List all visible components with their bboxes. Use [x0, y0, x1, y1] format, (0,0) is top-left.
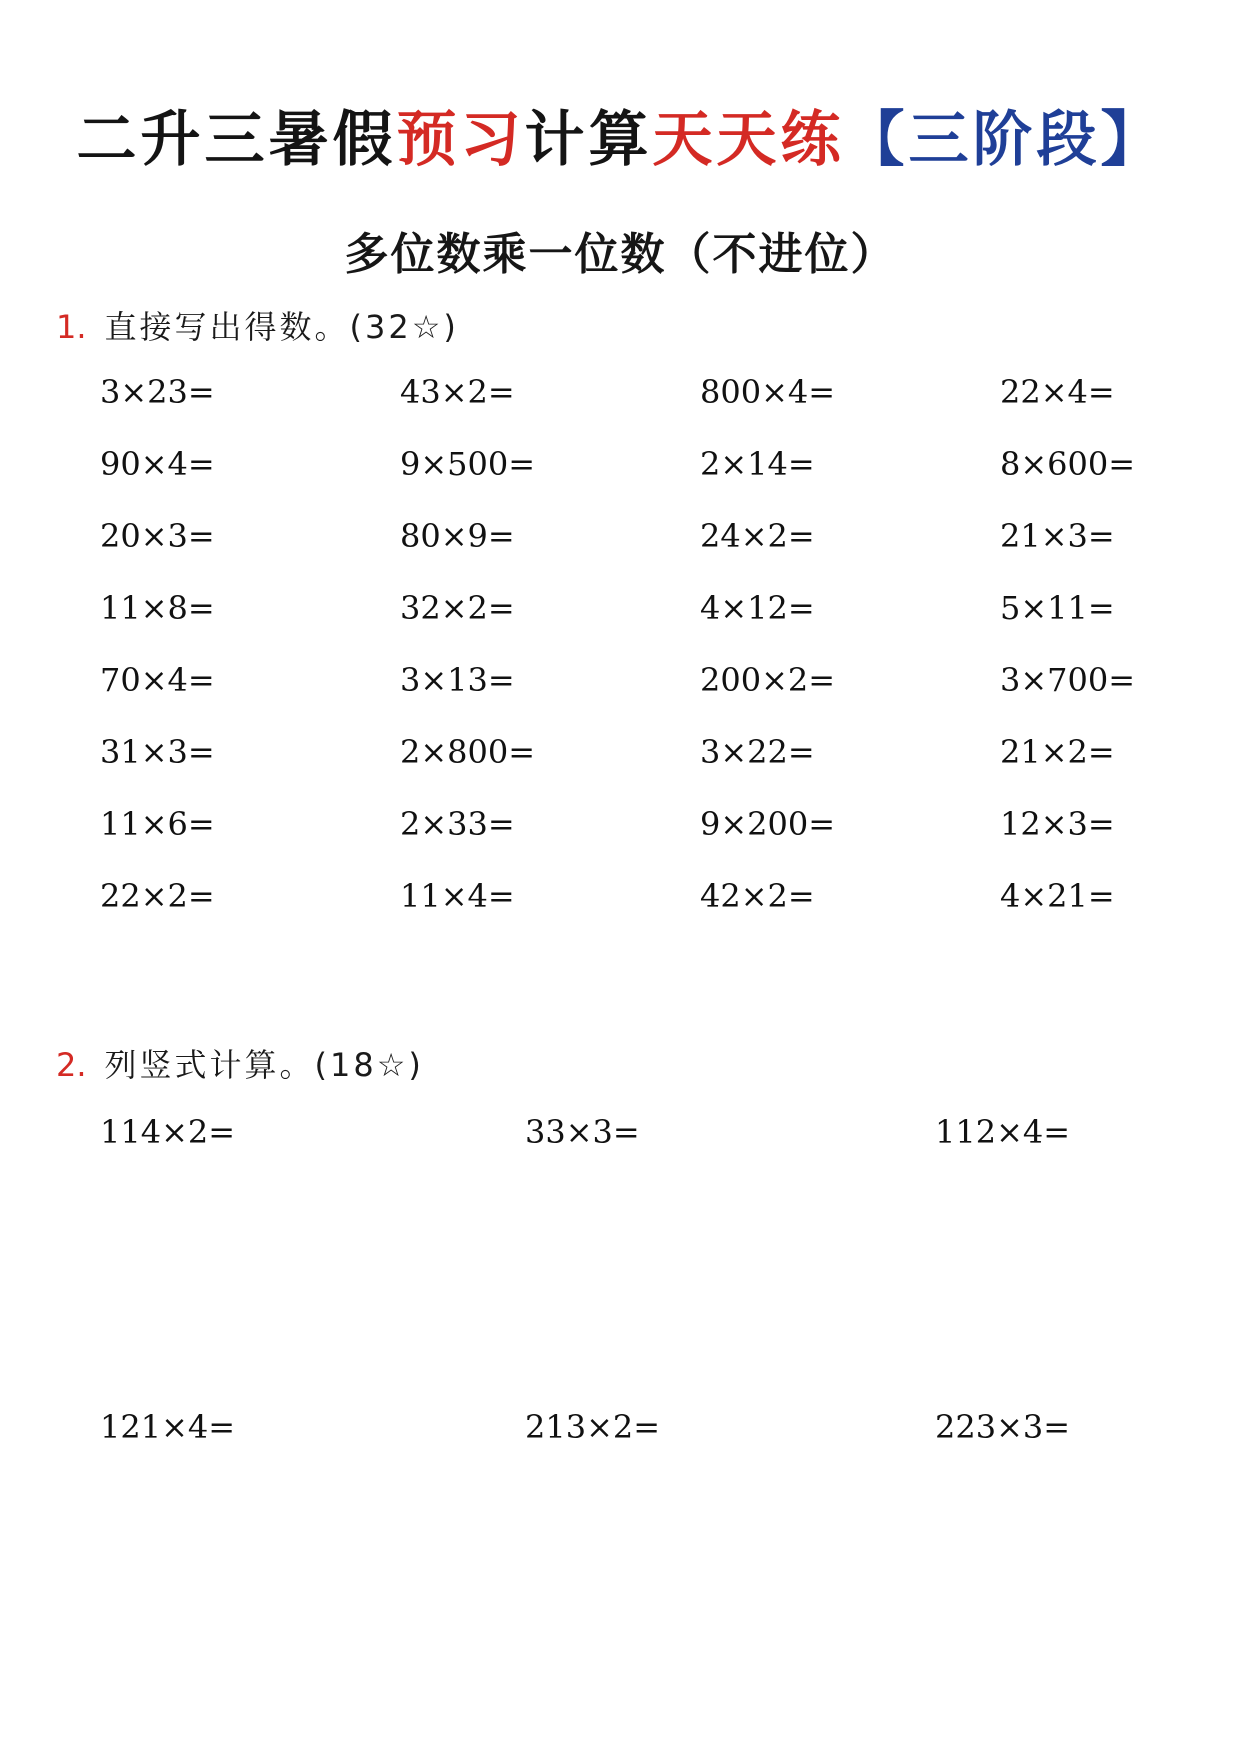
page-subtitle: 多位数乘一位数（不进位） [344, 229, 897, 280]
problem-1-21: 31×3= [100, 733, 215, 771]
section-1-label: 直接写出得数。(32☆) [104, 308, 459, 346]
problem-2-3: 112×4= [935, 1113, 1071, 1151]
problem-1-10: 80×9= [400, 517, 515, 555]
problem-1-20: 3×700= [1000, 661, 1136, 699]
problem-1-18: 3×13= [400, 661, 515, 699]
problem-1-16: 5×11= [1000, 589, 1115, 627]
section-2-label: 列竖式计算。(18☆) [104, 1046, 424, 1084]
title-part-1: 二升三暑假 [76, 105, 397, 175]
section-2-problem-grid [100, 1112, 1160, 1702]
problem-1-19: 200×2= [700, 661, 836, 699]
problem-1-7: 2×14= [700, 445, 815, 483]
problem-1-27: 9×200= [700, 805, 836, 843]
section-1-heading [56, 302, 459, 348]
problem-1-11: 24×2= [700, 517, 815, 555]
problem-1-12: 21×3= [1000, 517, 1115, 555]
problem-2-1: 114×2= [100, 1113, 236, 1151]
section-1-problem-grid [100, 372, 1160, 948]
problem-1-25: 11×6= [100, 805, 215, 843]
problem-1-26: 2×33= [400, 805, 515, 843]
problem-1-9: 20×3= [100, 517, 215, 555]
problem-1-15: 4×12= [700, 589, 815, 627]
problem-1-22: 2×800= [400, 733, 536, 771]
problem-1-23: 3×22= [700, 733, 815, 771]
problem-1-31: 42×2= [700, 877, 815, 915]
problem-1-3: 800×4= [700, 373, 836, 411]
problem-1-6: 9×500= [400, 445, 536, 483]
title-part-5: 【三阶段】 [844, 105, 1165, 175]
problem-1-24: 21×2= [1000, 733, 1115, 771]
problem-1-13: 11×8= [100, 589, 215, 627]
title-part-4: 天天练 [652, 105, 845, 175]
section-1-number: 1. [56, 308, 87, 346]
problem-2-4: 121×4= [100, 1408, 236, 1446]
title-part-2: 预习 [396, 105, 525, 175]
problem-1-1: 3×23= [100, 373, 215, 411]
problem-1-32: 4×21= [1000, 877, 1115, 915]
problem-1-30: 11×4= [400, 877, 515, 915]
problem-1-8: 8×600= [1000, 445, 1136, 483]
problem-2-5: 213×2= [525, 1408, 661, 1446]
problem-1-29: 22×2= [100, 877, 215, 915]
problem-1-17: 70×4= [100, 661, 215, 699]
problem-1-28: 12×3= [1000, 805, 1115, 843]
problem-1-4: 22×4= [1000, 373, 1115, 411]
problem-1-14: 32×2= [400, 589, 515, 627]
problem-1-5: 90×4= [100, 445, 215, 483]
problem-2-6: 223×3= [935, 1408, 1071, 1446]
section-2-heading [56, 1040, 424, 1086]
title-part-3: 计算 [524, 105, 653, 175]
problem-1-2: 43×2= [400, 373, 515, 411]
problem-2-2: 33×3= [525, 1113, 640, 1151]
page-title [0, 92, 1241, 178]
section-2-number: 2. [56, 1046, 87, 1084]
